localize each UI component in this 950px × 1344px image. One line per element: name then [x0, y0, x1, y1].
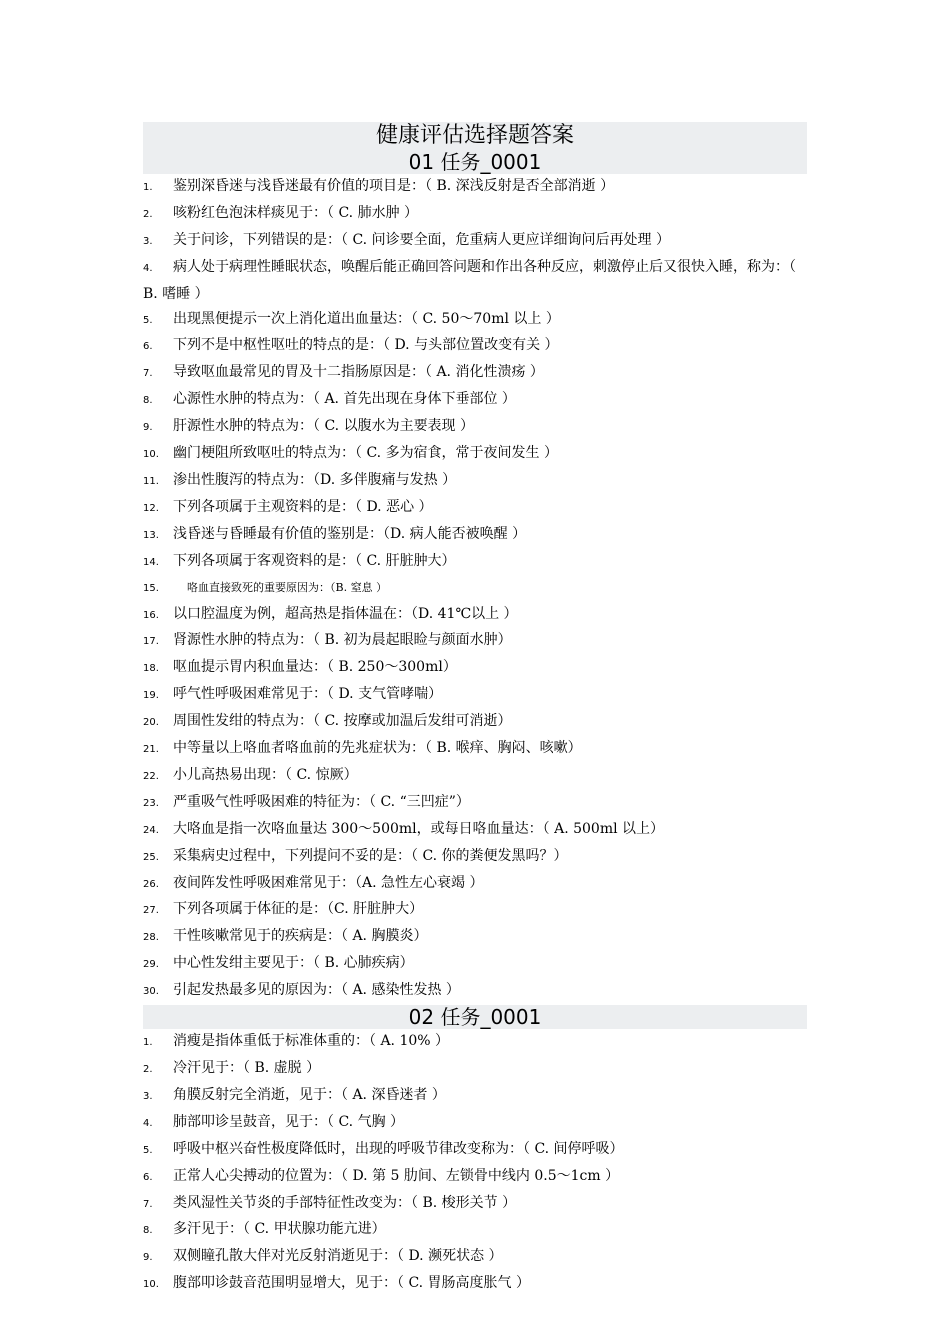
question-number: 2. — [143, 208, 153, 220]
question-number: 3. — [143, 235, 153, 247]
question-item — [143, 1271, 807, 1298]
question-number: 12. — [143, 502, 159, 514]
question-item — [143, 924, 807, 951]
question-text: 咯血直接致死的重要原因为：（B. 窒息 ） — [187, 580, 388, 594]
question-list — [143, 1029, 807, 1298]
question-item — [143, 736, 807, 763]
question-number: 18. — [143, 663, 159, 675]
question-number: 4. — [143, 1117, 153, 1129]
question-text: 下列各项属于客观资料的是：（ C. 肝脏肿大） — [173, 552, 456, 569]
question-item — [143, 763, 807, 790]
question-item — [143, 576, 807, 602]
question-number: 17. — [143, 636, 159, 648]
question-text: 夜间阵发性呼吸困难常见于：（A. 急性左心衰竭 ） — [173, 874, 484, 891]
question-item — [143, 871, 807, 898]
question-item — [143, 1083, 807, 1110]
question-item — [143, 228, 807, 255]
question-number: 14. — [143, 556, 159, 568]
question-text: 下列不是中枢性呕吐的特点的是：（ D. 与头部位置改变有关 ） — [173, 337, 559, 354]
question-item — [143, 1244, 807, 1271]
question-number: 11. — [143, 475, 159, 487]
question-text: 干性咳嗽常见于的疾病是：（ A. 胸膜炎） — [173, 928, 428, 945]
question-number: 29. — [143, 959, 159, 971]
question-number: 16. — [143, 609, 159, 621]
question-text: 周围性发绀的特点为：（ C. 按摩或加温后发绀可消逝） — [173, 713, 512, 730]
question-text: 心源性水肿的特点为：（ A. 首先出现在身体下垂部位 ） — [173, 391, 516, 408]
question-number: 13. — [143, 529, 159, 541]
question-text: 严重吸气性呼吸困难的特征为：（ C. “三凹症”） — [173, 793, 470, 810]
question-number: 4. — [143, 262, 153, 274]
question-item — [143, 255, 807, 307]
question-text: 下列各项属于体征的是：（C. 肝脏肿大） — [173, 901, 424, 918]
question-number: 8. — [143, 395, 153, 407]
question-text: 肺部叩诊呈鼓音，见于：（ C. 气胸 ） — [173, 1113, 405, 1130]
section-heading: 01 任务_0001 — [143, 150, 807, 174]
question-number: 30. — [143, 986, 159, 998]
question-item — [143, 387, 807, 414]
question-number: 7. — [143, 368, 153, 380]
question-item — [143, 360, 807, 387]
question-text: 下列各项属于主观资料的是：（ D. 恶心 ） — [173, 498, 433, 515]
question-item — [143, 655, 807, 682]
question-number: 28. — [143, 932, 159, 944]
question-text: 引起发热最多见的原因为：（ A. 感染性发热 ） — [173, 982, 460, 999]
question-number: 27. — [143, 905, 159, 917]
question-item — [143, 333, 807, 360]
question-number: 26. — [143, 878, 159, 890]
question-text: 呼吸中枢兴奋性极度降低时，出现的呼吸节律改变称为：（ C. 间停呼吸） — [173, 1140, 624, 1157]
question-item — [143, 441, 807, 468]
question-text: 以口腔温度为例，超高热是指体温在：（D. 41℃以上 ） — [173, 605, 518, 622]
question-text: 咳粉红色泡沫样痰见于：（ C. 肺水肿 ） — [173, 204, 419, 221]
answer-document — [143, 122, 807, 1298]
question-text: 正常人心尖搏动的位置为：（ D. 第 5 肋间、左锁骨中线内 0.5～1cm ） — [173, 1167, 620, 1184]
question-item — [143, 1217, 807, 1244]
section-heading: 02 任务_0001 — [143, 1005, 807, 1029]
question-number: 24. — [143, 824, 159, 836]
question-text: 消瘦是指体重低于标准体重的：（ A. 10% ） — [173, 1033, 450, 1050]
document-title: 健康评估选择题答案 — [143, 122, 807, 150]
question-text: 类风湿性关节炎的手部特征性改变为：（ B. 梭形关节 ） — [173, 1194, 517, 1211]
question-text: 大咯血是指一次咯血量达 300～500ml，或每日咯血量达：（ A. 500ml 以上） — [173, 820, 665, 837]
question-number: 8. — [143, 1225, 153, 1237]
question-item — [143, 1164, 807, 1191]
question-item — [143, 495, 807, 522]
question-text: 鉴别深昏迷与浅昏迷最有价值的项目是：（ B. 深浅反射是否全部消逝 ） — [173, 178, 615, 194]
question-number: 19. — [143, 690, 159, 702]
sections-container — [143, 150, 807, 1298]
question-text: 病人处于病理性睡眠状态，唤醒后能正确回答问题和作出各种反应，刺激停止后又很快入睡，称为：（ B. 嗜睡 ） — [143, 258, 796, 302]
question-number: 10. — [143, 1279, 159, 1291]
question-number: 3. — [143, 1090, 153, 1102]
question-text: 多汗见于：（ C. 甲状腺功能亢进） — [173, 1221, 386, 1238]
question-item — [143, 897, 807, 924]
question-text: 小儿高热易出现：（ C. 惊厥） — [173, 766, 358, 783]
question-item — [143, 602, 807, 629]
question-text: 浅昏迷与昏睡最有价值的鉴别是：（D. 病人能否被唤醒 ） — [173, 525, 527, 542]
question-text: 冷汗见于：（ B. 虚脱 ） — [173, 1060, 321, 1076]
question-item — [143, 1191, 807, 1218]
question-text: 中等量以上咯血者咯血前的先兆症状为：（ B. 喉痒、胸闷、咳嗽） — [173, 740, 582, 757]
question-text: 关于问诊，下列错误的是：（ C. 问诊要全面，危重病人更应详细询问后再处理 ） — [173, 231, 671, 248]
question-item — [143, 1110, 807, 1137]
question-item — [143, 978, 807, 1005]
question-number: 22. — [143, 770, 159, 782]
question-number: 25. — [143, 851, 159, 863]
question-item — [143, 522, 807, 549]
question-item — [143, 1056, 807, 1083]
question-number: 20. — [143, 717, 159, 729]
question-item — [143, 201, 807, 228]
question-list — [143, 174, 807, 1005]
question-item — [143, 468, 807, 495]
question-item — [143, 682, 807, 709]
question-item — [143, 844, 807, 871]
question-number: 15. — [143, 582, 159, 594]
question-item — [143, 414, 807, 441]
question-text: 呼气性呼吸困难常见于：（ D. 支气管哮喘） — [173, 686, 443, 703]
question-number: 1. — [143, 182, 153, 193]
question-number: 21. — [143, 744, 159, 756]
question-text: 腹部叩诊鼓音范围明显增大，见于：（ C. 胃肠高度胀气 ） — [173, 1275, 531, 1292]
question-number: 10. — [143, 449, 159, 461]
question-text: 出现黑便提示一次上消化道出血量达：（ C. 50～70ml 以上 ） — [173, 310, 560, 327]
question-text: 幽门梗阻所致呕吐的特点为：（ C. 多为宿食，常于夜间发生 ） — [173, 445, 559, 462]
question-item — [143, 628, 807, 655]
question-number: 6. — [143, 341, 153, 353]
question-number: 6. — [143, 1171, 153, 1183]
question-item — [143, 1029, 807, 1056]
question-number: 5. — [143, 1144, 153, 1156]
question-text: 肝源性水肿的特点为：（ C. 以腹水为主要表现 ） — [173, 418, 475, 435]
question-number: 5. — [143, 314, 153, 326]
question-text: 采集病史过程中，下列提问不妥的是：（ C. 你的粪便发黑吗？） — [173, 847, 568, 864]
question-number: 23. — [143, 797, 159, 809]
question-item — [143, 951, 807, 978]
question-item — [143, 790, 807, 817]
question-number: 2. — [143, 1064, 153, 1075]
question-item — [143, 817, 807, 844]
question-text: 渗出性腹泻的特点为：（D. 多伴腹痛与发热 ） — [173, 471, 457, 488]
question-number: 1. — [143, 1037, 153, 1049]
question-number: 7. — [143, 1198, 153, 1210]
question-item — [143, 709, 807, 736]
question-item — [143, 549, 807, 576]
question-text: 导致呕血最常见的胃及十二指肠原因是：（ A. 消化性溃疡 ） — [173, 364, 544, 381]
question-text: 中心性发绀主要见于：（ B. 心肺疾病） — [173, 955, 414, 972]
question-item — [143, 307, 807, 334]
question-text: 肾源性水肿的特点为：（ B. 初为晨起眼睑与颜面水肿） — [173, 632, 512, 649]
question-text: 双侧瞳孔散大伴对光反射消逝见于：（ D. 濒死状态 ） — [173, 1248, 503, 1265]
question-text: 呕血提示胃内积血量达：（ B. 250～300ml） — [173, 659, 457, 676]
question-item — [143, 174, 807, 201]
question-item — [143, 1137, 807, 1164]
question-number: 9. — [143, 422, 153, 434]
question-text: 角膜反射完全消逝，见于：（ A. 深昏迷者 ） — [173, 1086, 446, 1103]
question-number: 9. — [143, 1252, 153, 1264]
